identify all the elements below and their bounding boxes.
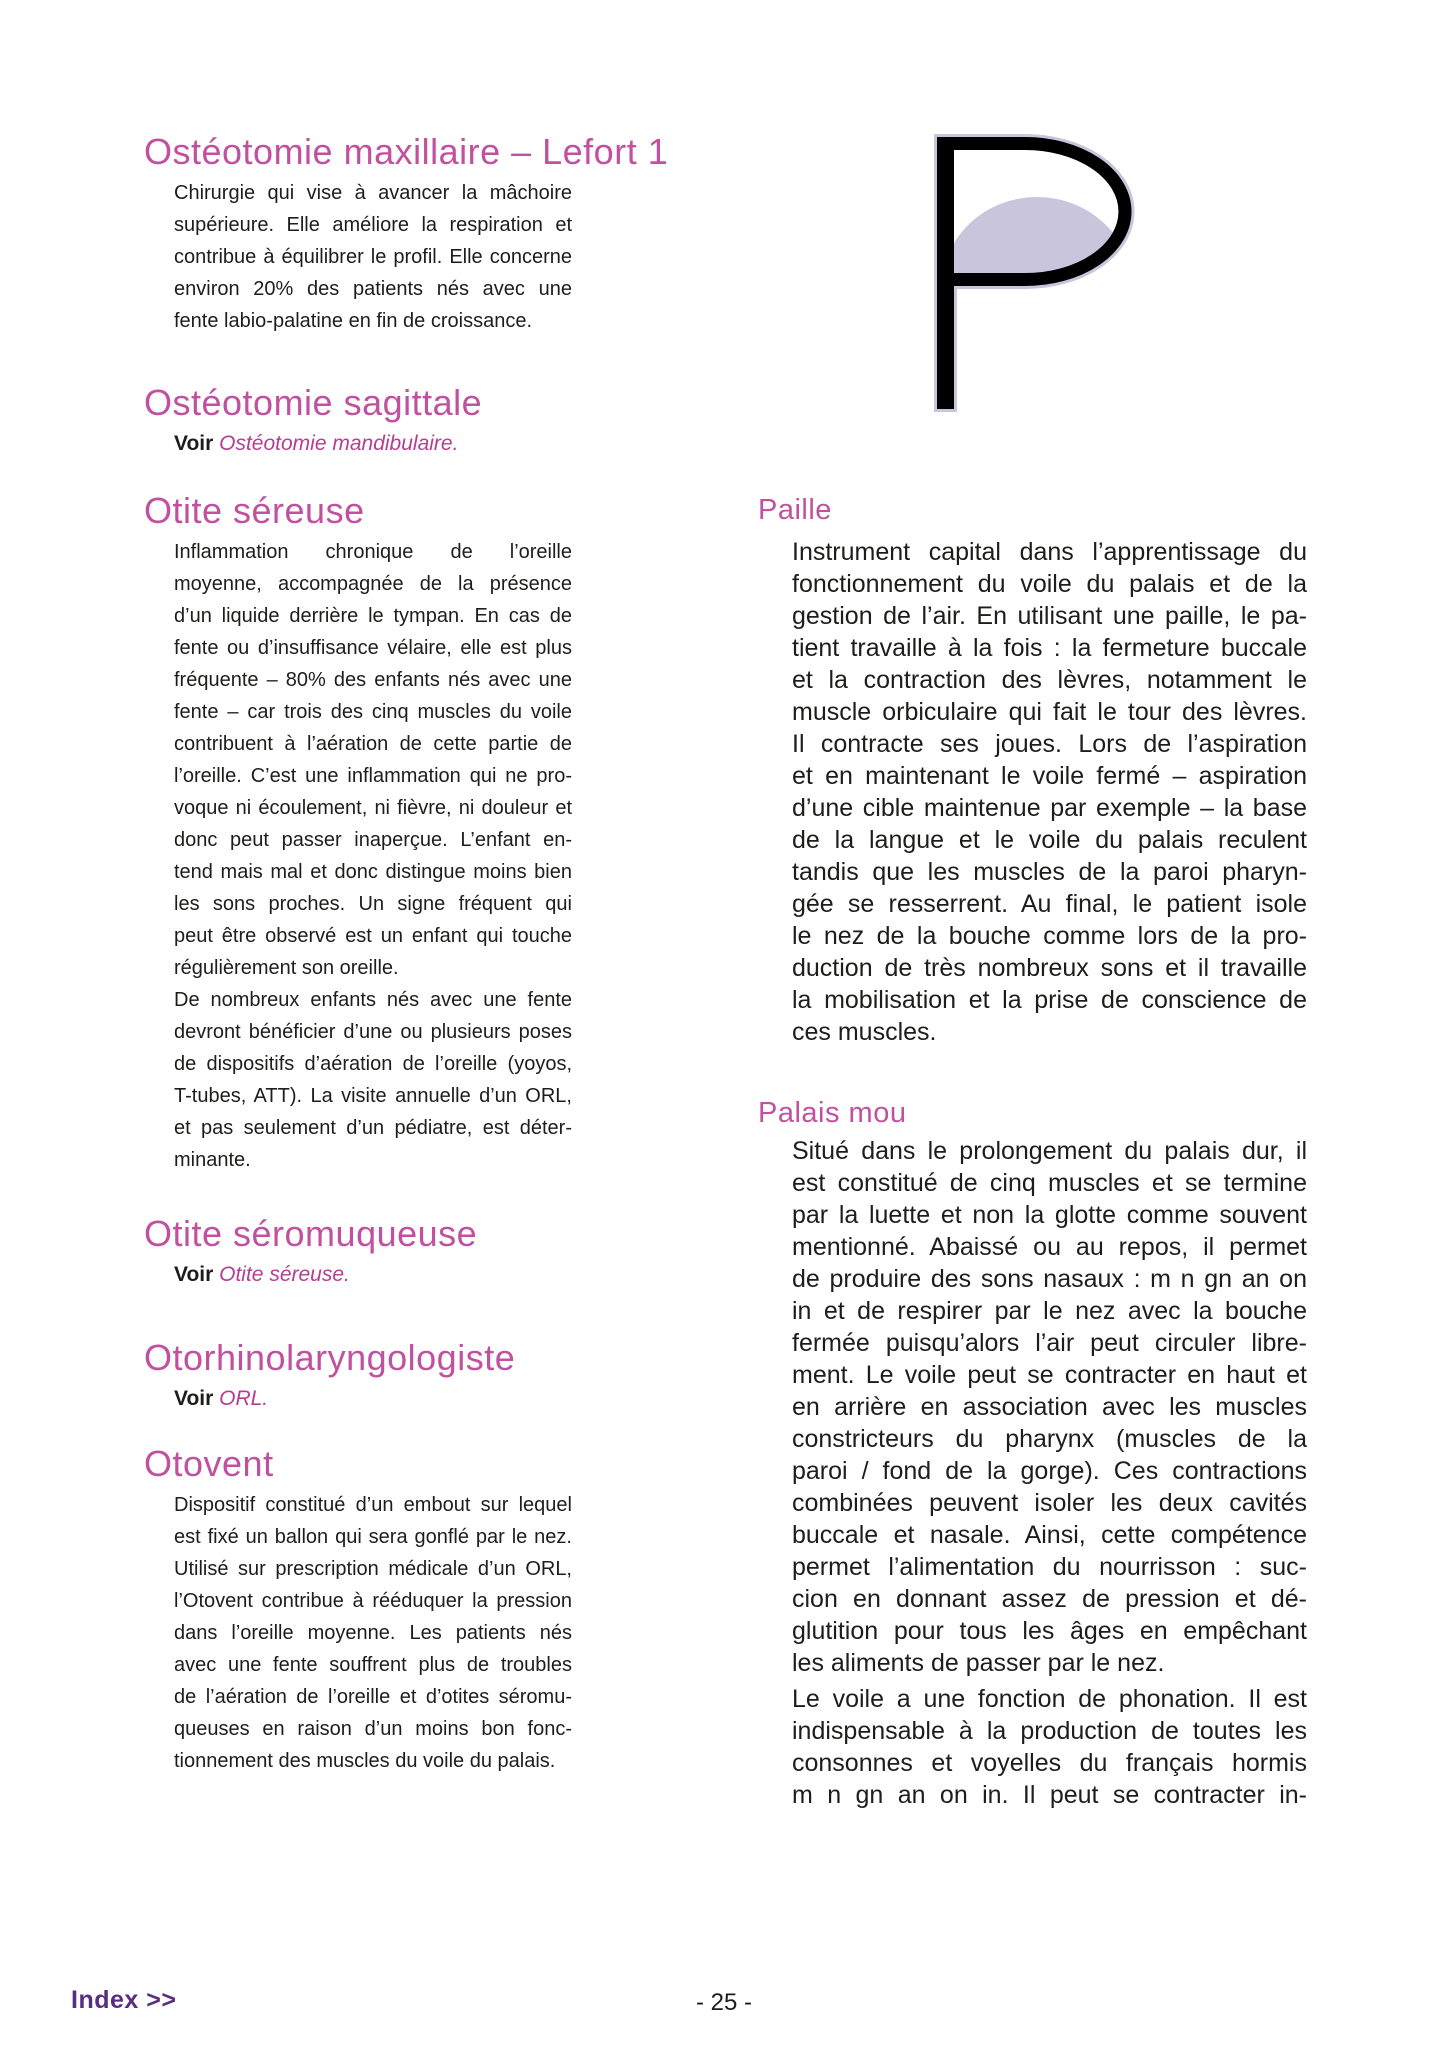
left-glossary-column <box>144 130 669 1777</box>
body-text-line: queuses en raison d’un moins bon fonc- <box>174 1718 572 1740</box>
body-text-line: d’une cible maintenue par exemple – la base <box>792 794 1307 822</box>
body-text-line: de dispositifs d’aération de l’oreille (yoyos, <box>174 1053 572 1075</box>
entry-term-heading: Otorhinolaryngologiste <box>144 1337 516 1378</box>
body-text-line: donc peut passer inaperçue. L’enfant en- <box>174 829 572 851</box>
definition-paragraph <box>174 177 572 337</box>
body-text-line: et en maintenant le voile fermé – aspiration <box>792 762 1307 790</box>
glossary-entry <box>144 381 572 461</box>
body-text-line: de l’aération de l’oreille et d’otites séromu- <box>174 1686 572 1708</box>
body-text-line: avec une fente souffrent plus de troubles <box>174 1654 572 1676</box>
body-text-line: contribuent à l’aération de cette partie de <box>174 733 572 755</box>
body-text-line: d’un liquide derrière le tympan. En cas de <box>174 605 572 627</box>
see-term: Otite séreuse. <box>213 1263 350 1286</box>
definition-paragraph <box>792 1683 1307 1811</box>
entry-term-heading: Ostéotomie sagittale <box>144 382 483 423</box>
body-text-line: régulièrement son oreille. <box>174 957 399 979</box>
glossary-entry <box>144 1336 572 1416</box>
body-text-line: glutition pour tous les âges en empêchant <box>792 1617 1307 1645</box>
body-text-line: gée se resserrent. Au final, le patient isole <box>792 890 1307 918</box>
see-reference <box>174 1382 572 1416</box>
entry-term-heading: Ostéotomie maxillaire – Lefort 1 <box>144 131 669 172</box>
body-text-line: m n gn an on in. Il peut se contracter in- <box>792 1781 1307 1809</box>
glossary-entry <box>758 492 1307 1048</box>
body-text-line: est constitué de cinq muscles et se termine <box>792 1169 1307 1197</box>
see-reference <box>174 427 572 461</box>
body-text-line: minante. <box>174 1149 251 1171</box>
body-text-line: Le voile a une fonction de phonation. Il est <box>792 1685 1307 1713</box>
body-text-line: dans l’oreille moyenne. Les patients nés <box>174 1622 572 1644</box>
entry-term-heading: Otite séreuse <box>144 490 365 531</box>
body-text-line: de la langue et le voile du palais reculent <box>792 826 1307 854</box>
body-text-line: peut être observé est un enfant qui touche <box>174 925 572 947</box>
body-text-line: en arrière en association avec les muscles <box>792 1393 1307 1421</box>
glossary-entry <box>144 489 572 1176</box>
body-text-line: le nez de la bouche comme lors de la pro- <box>792 922 1307 950</box>
body-text-line: mentionné. Abaissé ou au repos, il permet <box>792 1233 1307 1261</box>
body-text-line: tient travaille à la fois : la fermeture buccale <box>792 634 1307 662</box>
body-text-line: fente – car trois des cinq muscles du voile <box>174 701 572 723</box>
glossary-entry <box>144 1442 572 1777</box>
body-text-line: Dispositif constitué d’un embout sur lequel <box>174 1494 572 1516</box>
body-text-line: moyenne, accompagnée de la présence <box>174 573 572 595</box>
body-text-line: constricteurs du pharynx (muscles de la <box>792 1425 1307 1453</box>
body-text-line: Inflammation chronique de l’oreille <box>174 541 572 563</box>
body-text-line: et pas seulement d’un pédiatre, est déter- <box>174 1117 572 1139</box>
body-text-line: fente labio-palatine en fin de croissance. <box>174 310 533 332</box>
body-text-line: est fixé un ballon qui sera gonflé par le nez. <box>174 1526 572 1548</box>
glossary-entry <box>144 130 669 337</box>
body-text-line: cion en donnant assez de pression et dé- <box>792 1585 1307 1613</box>
body-text-line: gestion de l’air. En utilisant une paille, le pa- <box>792 602 1307 630</box>
body-text-line: muscle orbiculaire qui fait le tour des lèvres. <box>792 698 1307 726</box>
definition-paragraph <box>174 1489 572 1777</box>
body-text-line: ment. Le voile peut se contracter en haut et <box>792 1361 1307 1389</box>
body-text-line: paroi / fond de la gorge). Ces contractions <box>792 1457 1307 1485</box>
page-number: - 25 - <box>695 1989 752 2016</box>
body-text-line: la mobilisation et la prise de conscience de <box>792 986 1307 1014</box>
body-text-line: Situé dans le prolongement du palais dur, il <box>792 1137 1307 1165</box>
see-label: Voir <box>174 432 214 455</box>
definition-paragraph <box>174 984 572 1176</box>
see-reference <box>174 1258 572 1292</box>
body-text-line: Utilisé sur prescription médicale d’un ORL, <box>174 1558 572 1580</box>
body-text-line: voque ni écoulement, ni fièvre, ni douleur et <box>174 797 572 819</box>
body-text-line: fréquente – 80% des enfants nés avec une <box>174 669 572 691</box>
body-text-line: par la luette et non la glotte comme souvent <box>792 1201 1307 1229</box>
body-text-line: tionnement des muscles du voile du palais. <box>174 1750 556 1772</box>
body-text-line: fonctionnement du voile du palais et de la <box>792 570 1307 598</box>
definition-paragraph <box>792 1135 1307 1679</box>
body-text-line: tend mais mal et donc distingue moins bien <box>174 861 572 883</box>
body-text-line: Instrument capital dans l’apprentissage du <box>792 538 1307 566</box>
body-text-line: Il contracte ses joues. Lors de l’aspiration <box>792 730 1307 758</box>
body-text-line: T-tubes, ATT). La visite annuelle d’un ORL, <box>174 1085 572 1107</box>
see-label: Voir <box>174 1387 214 1410</box>
definition-paragraph <box>792 536 1307 1048</box>
see-term: Ostéotomie mandibulaire. <box>213 432 459 455</box>
definition-paragraph <box>174 536 572 984</box>
body-text-line: environ 20% des patients nés avec une <box>174 278 572 300</box>
glossary-entry <box>758 1095 1307 1811</box>
body-text-line: les sons proches. Un signe fréquent qui <box>174 893 572 915</box>
body-text-line: indispensable à la production de toutes les <box>792 1717 1307 1745</box>
entry-term-heading: Otovent <box>144 1443 274 1484</box>
glossary-entry <box>144 1212 572 1292</box>
body-text-line: fermée puisqu’alors l’air peut circuler libre- <box>792 1329 1307 1357</box>
index-link[interactable]: Index >> <box>71 1986 177 2014</box>
body-text-line: l’Otovent contribue à rééduquer la pression <box>174 1590 572 1612</box>
see-label: Voir <box>174 1263 214 1286</box>
right-glossary-column <box>758 492 1307 1811</box>
body-text-line: l’oreille. C’est une inflammation qui ne pro- <box>174 765 572 787</box>
body-text-line: ces muscles. <box>792 1018 937 1046</box>
entry-term-heading: Palais mou <box>758 1097 907 1129</box>
body-text-line: les aliments de passer par le nez. <box>792 1649 1165 1677</box>
body-text-line: Chirurgie qui vise à avancer la mâchoire <box>174 182 572 204</box>
entry-term-heading: Otite séromuqueuse <box>144 1213 478 1254</box>
body-text-line: devront bénéficier d’une ou plusieurs poses <box>174 1021 572 1043</box>
body-text-line: buccale et nasale. Ainsi, cette compétence <box>792 1521 1307 1549</box>
body-text-line: de produire des sons nasaux : m n gn an on <box>792 1265 1307 1293</box>
body-text-line: supérieure. Elle améliore la respiration et <box>174 214 572 236</box>
entry-term-heading: Paille <box>758 494 832 526</box>
see-term: ORL. <box>213 1387 269 1410</box>
body-text-line: De nombreux enfants nés avec une fente <box>174 989 572 1011</box>
body-text-line: contribue à équilibrer le profil. Elle concerne <box>174 246 572 268</box>
body-text-line: combinées peuvent isoler les deux cavités <box>792 1489 1307 1517</box>
body-text-line: tandis que les muscles de la paroi pharyn- <box>792 858 1307 886</box>
drop-cap-letter-p <box>932 132 1142 417</box>
body-text-line: consonnes et voyelles du français hormis <box>792 1749 1307 1777</box>
body-text-line: in et de respirer par le nez avec la bouche <box>792 1297 1307 1325</box>
body-text-line: et la contraction des lèvres, notamment le <box>792 666 1307 694</box>
body-text-line: permet l’alimentation du nourrisson : suc- <box>792 1553 1307 1581</box>
body-text-line: fente ou d’insuffisance vélaire, elle est plus <box>174 637 572 659</box>
body-text-line: duction de très nombreux sons et il travaille <box>792 954 1307 982</box>
